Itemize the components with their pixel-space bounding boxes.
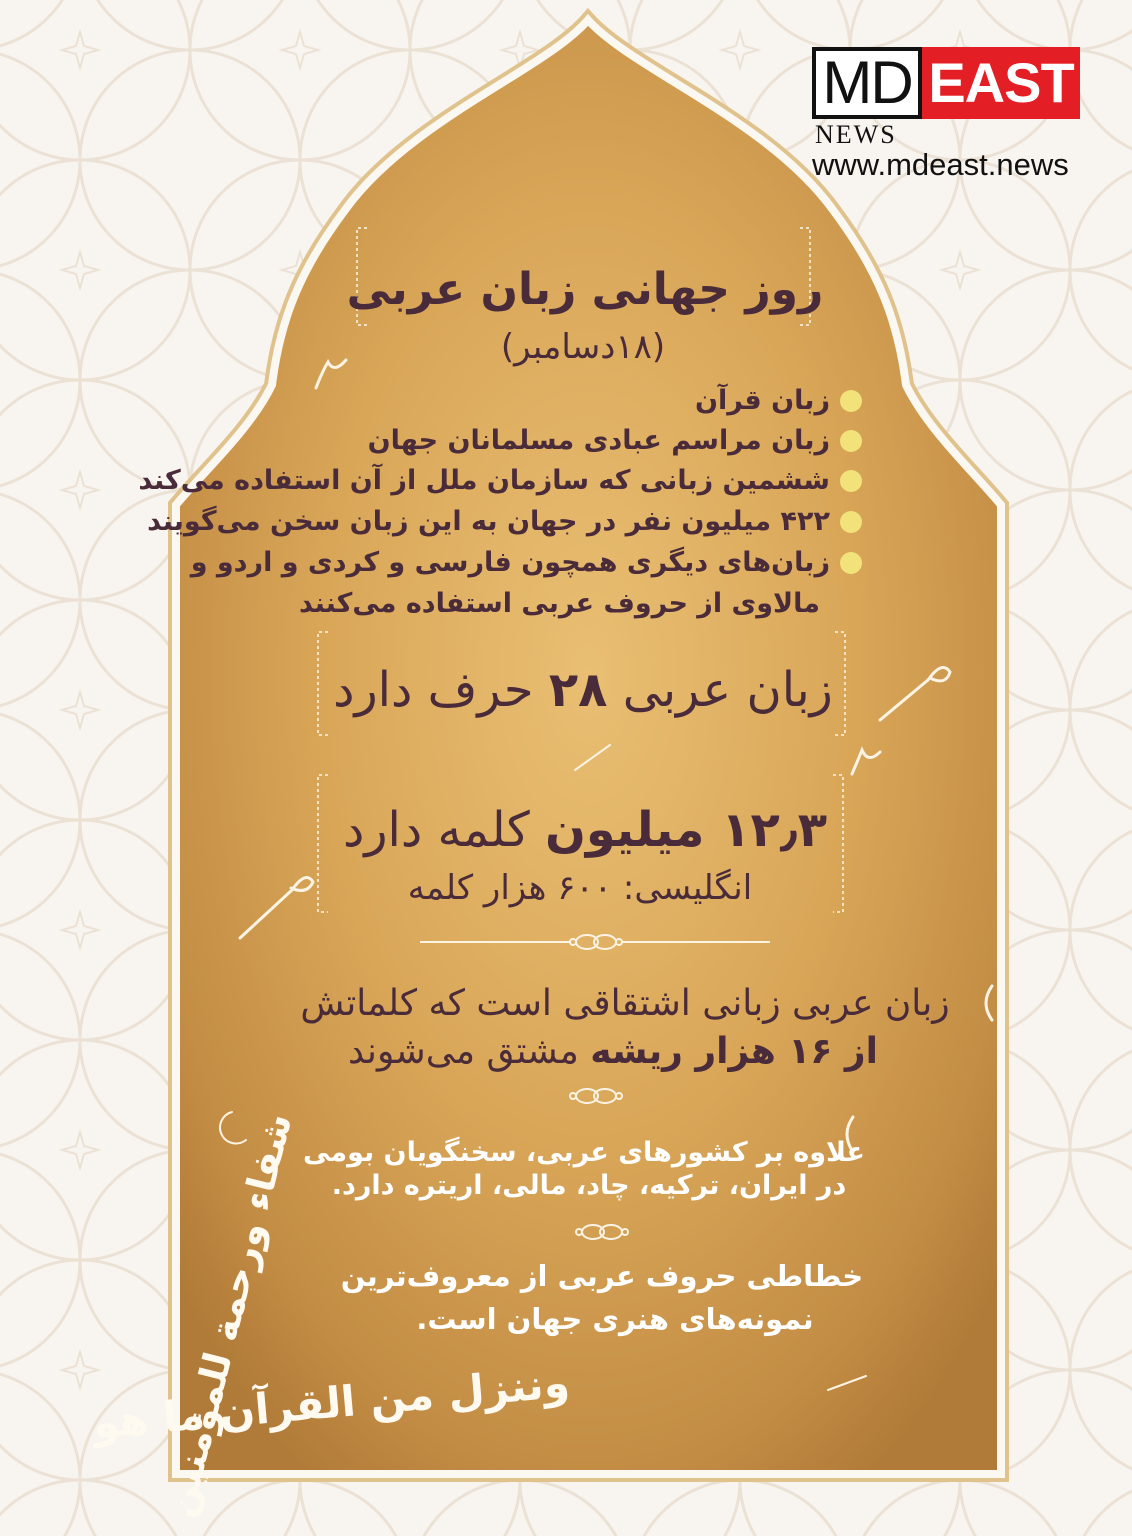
bullet-item <box>0 545 1132 619</box>
letters-fact-before: زبان عربی <box>622 662 833 718</box>
logo-news-label: NEWS <box>815 120 897 149</box>
roots-count: از ۱۶ هزار ریشه <box>590 1031 878 1072</box>
speakers-fact-line2: در ایران، ترکیه، چاد، مالی، اریتره دارد. <box>331 1170 847 1201</box>
bullet-text: ششمین زبانی که سازمان ملل از آن استفاده می‌کند <box>138 465 830 496</box>
yellow-dot-icon <box>840 390 862 412</box>
page-title: روز جهانی زبان عربی <box>346 264 824 315</box>
calligraphy-art-vertical: شفاء ورحمة للمؤمنين <box>157 1108 301 1522</box>
english-words-comparison: انگلیسی: ۶۰۰ هزار کلمه <box>407 868 753 908</box>
roots-fact-rest: مشتق می‌شوند <box>348 1031 579 1072</box>
roots-fact-line2 <box>213 1028 1013 1076</box>
yellow-dot-icon <box>840 552 862 574</box>
bullet-text: زبان‌های دیگری همچون فارسی و کردی و اردو و <box>190 547 830 578</box>
brand-logo <box>812 47 1080 119</box>
words-fact <box>260 800 910 860</box>
roots-fact-line1: زبان عربی زبانی اشتقاقی است که کلماتش <box>300 983 950 1024</box>
calligraphy-fact-line1: خطاطی حروف عربی از معروف‌ترین <box>340 1259 864 1293</box>
letters-fact <box>258 660 908 720</box>
letters-count: ۲۸ <box>548 662 608 718</box>
bullet-item <box>0 504 1132 540</box>
bullet-item <box>0 463 1132 499</box>
bullet-text: زبان مراسم عبادی مسلمانان جهان <box>367 425 830 456</box>
bullet-text: زبان قرآن <box>694 385 830 416</box>
bullet-text: ۴۲۲ میلیون نفر در جهان به این زبان سخن می‌گویند <box>147 506 830 537</box>
calligraphy-fact-line2: نمونه‌های هنری جهان است. <box>416 1302 814 1336</box>
letters-fact-after: حرف دارد <box>333 662 534 718</box>
bullet-text-continuation: مالاوی از حروف عربی استفاده می‌کنند <box>299 588 820 619</box>
yellow-dot-icon <box>840 511 862 533</box>
bullet-item <box>0 423 1132 459</box>
calligraphy-art-horizontal: وننزل من القرآن ما هو <box>91 1357 572 1449</box>
bullet-item <box>0 383 1132 419</box>
speakers-fact-line1: علاوه بر کشورهای عربی، سخنگویان بومی <box>303 1137 865 1168</box>
logo-md-box: MD <box>812 47 922 119</box>
logo-east-box: EAST <box>922 47 1080 119</box>
yellow-dot-icon <box>840 430 862 452</box>
yellow-dot-icon <box>840 470 862 492</box>
date-subtitle: (۱۸دسامبر) <box>500 327 666 367</box>
words-count: ۱۲٫۳ میلیون <box>544 802 828 858</box>
website-url: www.mdeast.news <box>812 147 1069 182</box>
words-fact-after: کلمه دارد <box>342 802 530 858</box>
